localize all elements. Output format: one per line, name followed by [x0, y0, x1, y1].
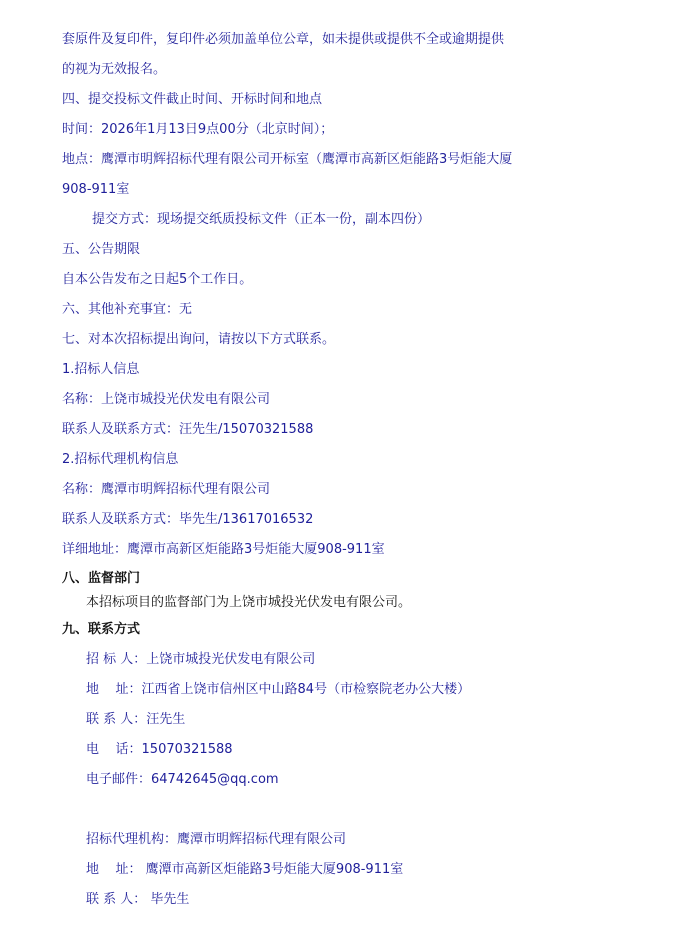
text-line-tenderer-contact: 联系人及联系方式：汪先生/15070321588 — [62, 422, 314, 437]
contact-phone: 电 话：15070321588 — [86, 742, 233, 757]
agency-name: 招标代理机构：鹰潭市明辉招标代理有限公司 — [86, 832, 347, 847]
text-line-agency-contact: 联系人及联系方式：毕先生/13617016532 — [62, 512, 314, 527]
section-heading-8: 八、监督部门 — [62, 571, 141, 586]
text-line-tenderer-name: 名称：上饶市城投光伏发电有限公司 — [62, 392, 271, 407]
contact-person: 联 系 人：汪先生 — [86, 712, 186, 727]
text-line-location-cont: 908-911室 — [62, 182, 130, 197]
text-line-time: 时间：2026年1月13日9点00分（北京时间）； — [62, 122, 334, 137]
section-heading-5: 五、公告期限 — [62, 242, 141, 257]
section-heading-7: 七、对本次招标提出询问，请按以下方式联系。 — [62, 332, 336, 347]
contact-address: 地 址：江西省上饶市信州区中山路84号（市检察院老办公大楼） — [86, 682, 471, 697]
contact-email: 电子邮件：64742645@qq.com — [86, 772, 279, 787]
section-heading-4: 四、提交投标文件截止时间、开标时间和地点 — [62, 92, 323, 107]
subheading-agency: 2.招标代理机构信息 — [62, 452, 179, 467]
text-line-agency-address: 详细地址：鹰潭市高新区炬能路3号炬能大厦908-911室 — [62, 542, 385, 557]
text-line-supervision: 本招标项目的监督部门为上饶市城投光伏发电有限公司。 — [86, 595, 412, 610]
subheading-tenderer: 1.招标人信息 — [62, 362, 140, 377]
text-line-agency-name: 名称：鹰潭市明辉招标代理有限公司 — [62, 482, 271, 497]
section-heading-9: 九、联系方式 — [62, 622, 141, 637]
text-line-1: 套原件及复印件，复印件必须加盖单位公章，如未提供或提供不全或逾期提供 — [62, 32, 505, 47]
text-line-period: 自本公告发布之日起5个工作日。 — [62, 272, 253, 287]
contact-tenderer: 招 标 人：上饶市城投光伏发电有限公司 — [86, 652, 316, 667]
agency-person: 联 系 人： 毕先生 — [86, 892, 190, 907]
section-heading-6: 六、其他补充事宜：无 — [62, 302, 193, 317]
agency-address: 地 址： 鹰潭市高新区炬能路3号炬能大厦908-911室 — [86, 862, 404, 877]
text-line-submission: 提交方式：现场提交纸质投标文件（正本一份，副本四份） — [92, 212, 431, 227]
text-line-2: 的视为无效报名。 — [62, 62, 167, 77]
text-line-location: 地点：鹰潭市明辉招标代理有限公司开标室（鹰潭市高新区炬能路3号炬能大厦 — [62, 152, 513, 167]
